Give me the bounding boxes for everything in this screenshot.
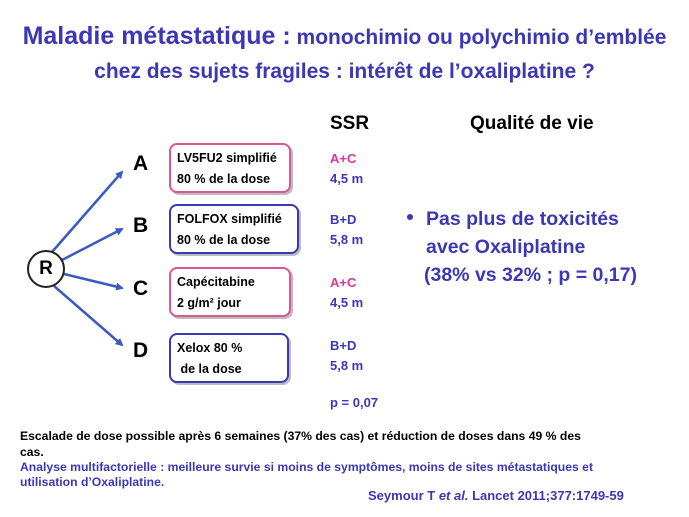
qol-header: Qualité de vie: [470, 113, 594, 134]
arm-letter-c: C: [133, 277, 149, 300]
arm-d-regimen: Xelox 80 %: [177, 341, 243, 355]
arm-d-dose: de la dose: [177, 362, 242, 376]
ssr-d-code: B+D: [330, 338, 357, 353]
arm-b-regimen: FOLFOX simplifié: [177, 212, 282, 226]
arm-box-a: [169, 143, 291, 193]
arm-box-c: [169, 267, 291, 317]
arrow-to-b: [62, 229, 122, 260]
arm-c-regimen: Capécitabine: [177, 275, 255, 289]
arm-letter-b: B: [133, 214, 149, 237]
arm-a-dose: 80 % de la dose: [177, 172, 271, 186]
title-emphasis: Maladie métastatique :: [22, 22, 291, 50]
ssr-header: SSR: [330, 113, 370, 134]
arm-letter-d: D: [133, 339, 149, 362]
ssr-a-value: 4,5 m: [330, 171, 364, 186]
arm-box-d: [169, 333, 289, 383]
footnote-analysis: [20, 460, 593, 490]
ssr-a-code: A+C: [330, 151, 357, 166]
ssr-b: [330, 210, 363, 250]
qol-line-3: (38% vs 32% ; p = 0,17): [424, 264, 637, 286]
ssr-b-code: B+D: [330, 212, 357, 227]
footnote-escalation-line2: cas.: [20, 445, 44, 459]
arm-c-dose: 2 g/m² jour: [177, 296, 241, 310]
ssr-c: [330, 273, 363, 313]
footnote-escalation-line1: Escalade de dose possible après 6 semaines (37% des cas) et réduction de doses dans 49 % des: [20, 429, 581, 443]
ssr-b-value: 5,8 m: [330, 232, 364, 247]
arm-a-regimen: LV5FU2 simplifié: [177, 151, 277, 165]
footnote-escalation: [20, 428, 581, 460]
arrow-to-d: [54, 286, 122, 345]
arm-letter-a: A: [133, 152, 149, 175]
title-rest: monochimio ou polychimio d’emblée: [296, 26, 667, 49]
footnote-analysis-line1: Analyse multifactorielle : meilleure survie si moins de symptômes, moins de sites métastatiques et: [20, 460, 594, 474]
randomization-circle: R: [27, 250, 65, 288]
qol-line-1: Pas plus de toxicités: [426, 208, 619, 230]
ssr-c-code: A+C: [330, 275, 357, 290]
citation-ref: Lancet 2011;377:1749-59: [472, 488, 624, 503]
bullet-icon: [405, 212, 415, 222]
qol-line-2: avec Oxaliplatine: [426, 236, 586, 258]
slide-title-line2: chez des sujets fragiles : intérêt de l’oxaliplatine ?: [94, 60, 595, 83]
ssr-a: [330, 149, 363, 189]
ssr-d-value: 5,8 m: [330, 358, 364, 373]
citation-etal: et al.: [438, 488, 469, 503]
citation: [368, 488, 624, 503]
p-value: p = 0,07: [330, 395, 379, 410]
ssr-c-value: 4,5 m: [330, 295, 364, 310]
arrow-to-a: [52, 172, 122, 252]
citation-author: Seymour T: [368, 488, 436, 503]
arrow-to-c: [64, 274, 122, 288]
ssr-d: [330, 336, 363, 376]
qol-bullet-text: [426, 205, 637, 289]
footnote-analysis-line2: utilisation d’Oxaliplatine.: [20, 475, 165, 489]
arm-box-b: [169, 204, 299, 254]
arm-b-dose: 80 % de la dose: [177, 233, 271, 247]
